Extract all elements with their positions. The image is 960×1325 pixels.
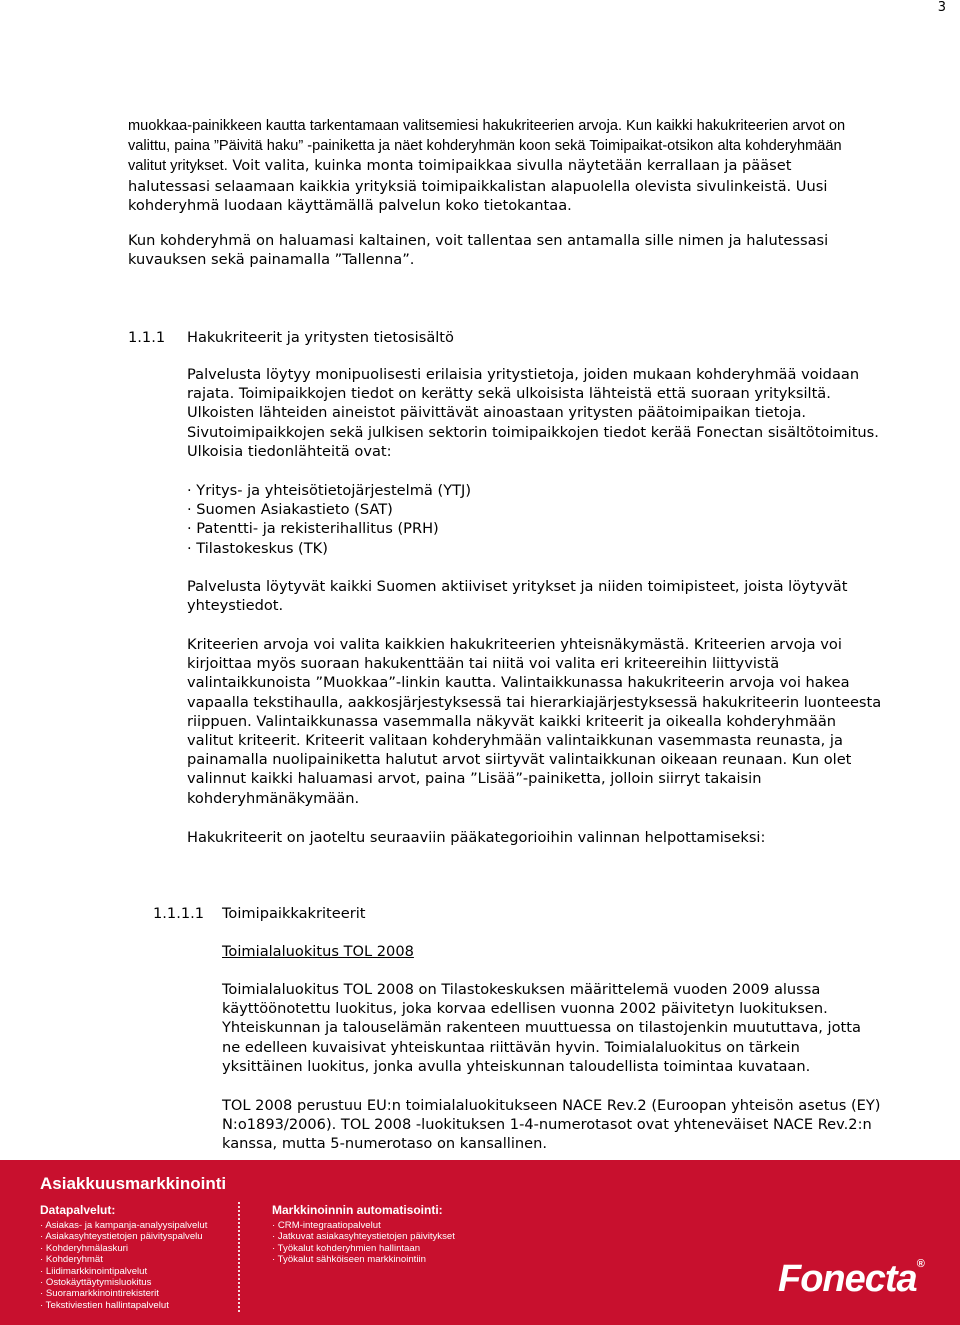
tol-subheading: Toimialaluokitus TOL 2008 — [222, 943, 414, 960]
list-item: · Kohderyhmälaskuri — [40, 1242, 128, 1254]
section-111-heading — [128, 328, 868, 348]
intro-paragraph-1 — [128, 116, 878, 215]
list-item: · Asiakasyhteystietojen päivityspalvelu — [40, 1231, 203, 1243]
registered-mark: ® — [916, 1258, 924, 1270]
list-item: · Kohderyhmät — [40, 1254, 103, 1266]
list-item: · Asiakas- ja kampanja-analyysipalvelut — [40, 1220, 208, 1231]
footer-brand: Asiakkuusmarkkinointi — [40, 1174, 227, 1193]
footer-col1-list — [40, 1220, 207, 1311]
footer-banner — [0, 1160, 960, 1325]
section-1111-paragraph-1: Toimialaluokitus TOL 2008 on Tilastokeskuksen määrittelemä vuoden 2009 alussa käyttöönotettu luokitus, joka korvaa edellisen vuonna 2002 päivitetyn luokituksen. Yhteiskunnan ja talouselämän rakenteen muuttuessa on tilastojenkin muututtava, jotta ne edelleen kuvaisivat yhteiskuntaa riittävän hyvin. Toimialaluokitus on tärkein yksittäinen luokitus, jonka avulla yhteiskunnan taloudellista toimintaa kuvataan. — [222, 981, 861, 1075]
footer-col2-list — [272, 1220, 455, 1266]
list-item: · CRM-integraatiopalvelut — [272, 1220, 381, 1231]
list-item: · Yritys- ja yhteisötietojärjestelmä (YTJ) — [187, 482, 472, 499]
footer-divider — [238, 1202, 240, 1312]
list-item: · Tilastokeskus (TK) — [187, 539, 328, 557]
intro-paragraph-1-rest: Voit valita, kuinka monta toimipaikkaa sivulla näytetään kerrallaan ja pääset halutessasi selaamaan kaikkia yrityksiä toimipaikkalistan alapuolella olevista sivulinkeistä. Uusi kohderyhmä luodaan käyttämällä palvelun koko tietokantaa. — [128, 157, 828, 214]
section-111-paragraph-2: Palvelusta löytyvät kaikki Suomen aktiiviset yritykset ja niiden toimipisteet, joista löytyvät yhteystiedot. — [187, 578, 848, 615]
list-item: · Jatkuvat asiakasyhteystietojen päivitykset — [272, 1231, 455, 1243]
fonecta-logo-text: Fonecta — [778, 1258, 917, 1300]
section-1111-paragraph-2: TOL 2008 perustuu EU:n toimialaluokitukseen NACE Rev.2 (Euroopan yhteisön asetus (EY) N:o1893/2006). TOL 2008 -luokituksen 1-4-numerotasot ovat yhteneväiset NACE Rev.2:n kanssa, mutta 5-numerotaso on kansallinen. — [222, 1097, 881, 1153]
fonecta-logo — [778, 1258, 924, 1301]
section-111-number: 1.1.1 — [128, 329, 166, 346]
footer-col2-title: Markkinoinnin automatisointi: — [272, 1203, 443, 1217]
list-item: · Tekstiviestien hallintapalvelut — [40, 1299, 169, 1311]
list-item: · Suoramarkkinointirekisterit — [40, 1288, 159, 1300]
source-list — [187, 481, 887, 558]
intro-paragraph-2: Kun kohderyhmä on haluamasi kaltainen, voit tallentaa sen antamalla sille nimen ja halutessasi kuvauksen sekä painamalla ”Tallenna”. — [128, 232, 829, 269]
list-item: · Työkalut sähköiseen markkinointiin — [272, 1254, 426, 1266]
section-111-paragraph-4: Hakukriteerit on jaoteltu seuraaviin pääkategorioihin valinnan helpottamiseksi: — [187, 829, 766, 846]
section-1111-heading — [153, 904, 853, 924]
list-item: · Ostokäyttäytymisluokitus — [40, 1277, 152, 1289]
section-111-title: Hakukriteerit ja yritysten tietosisältö — [187, 329, 454, 346]
page-number: 3 — [937, 0, 946, 15]
section-1111-title: Toimipaikkakriteerit — [222, 905, 366, 922]
list-item: · Suomen Asiakastieto (SAT) — [187, 501, 393, 519]
section-111-paragraph-3: Kriteerien arvoja voi valita kaikkien hakukriteerien yhteisnäkymästä. Kriteerien arvoja voi kirjoittaa myös suoraan hakukenttään tai niitä voi valita eri kriteereihin liittyvistä valintaikkunoista ”Muokkaa”-linkin kautta. Valintaikkunassa hakukriteerin arvoja voi hakea vapaalla tekstihaulla, aakkosjärjestyksessä tai hierarkiajärjestyksessä hakukriteerin luonteesta riippuen. Valintaikkunassa vasemmalla näkyvät kaikki kriteerit ja oikealla kohderyhmään valitut kriteerit. Kriteerit valitaan kohderyhmään valintaikkunan vasemmasta reunasta, ja painamalla nuolipainiketta halutut arvot siirtyvät valintaikkunan oikeaan reunaan. Kun olet valinnut kaikki haluamasi arvot, paina ”Lisää”-painiketta, jolloin siirryt takaisin kohderyhmänäkymään. — [187, 636, 882, 807]
section-111-paragraph-1: Palvelusta löytyy monipuolisesti erilaisia yritystietoja, joiden mukaan kohderyhmää voidaan rajata. Toimipaikkojen tiedot on kerätty sekä ulkoisista lähteistä että suoraan yrityksiltä. Ulkoisten lähteiden aineistot päivittävät ainoastaan yritysten päätoimipaikan tietoja. Sivutoimipaikkojen sekä julkisen sektorin toimipaikkojen tiedot kerää Fonectan sisältötoimitus. Ulkoisia tiedonlähteitä ovat: — [187, 366, 879, 460]
footer-col1-title: Datapalvelut: — [40, 1203, 116, 1217]
list-item: · Työkalut kohderyhmien hallintaan — [272, 1242, 421, 1254]
section-1111-number: 1.1.1.1 — [153, 905, 205, 922]
list-item: · Liidimarkkinointipalvelut — [40, 1265, 148, 1277]
intro-paragraph-1-sans: muokkaa-painikkeen kautta tarkentamaan valitsemiesi hakukriteerien arvoja. Kun kaikki hakukriteerien arvot on valittu, paina ”Päivitä haku” -painiketta ja näet kohderyhmän koon sekä Toimipaikat-otsikon alta kohderyhmään valitut yritykset. — [128, 118, 846, 175]
list-item: · Patentti- ja rekisterihallitus (PRH) — [187, 520, 439, 538]
